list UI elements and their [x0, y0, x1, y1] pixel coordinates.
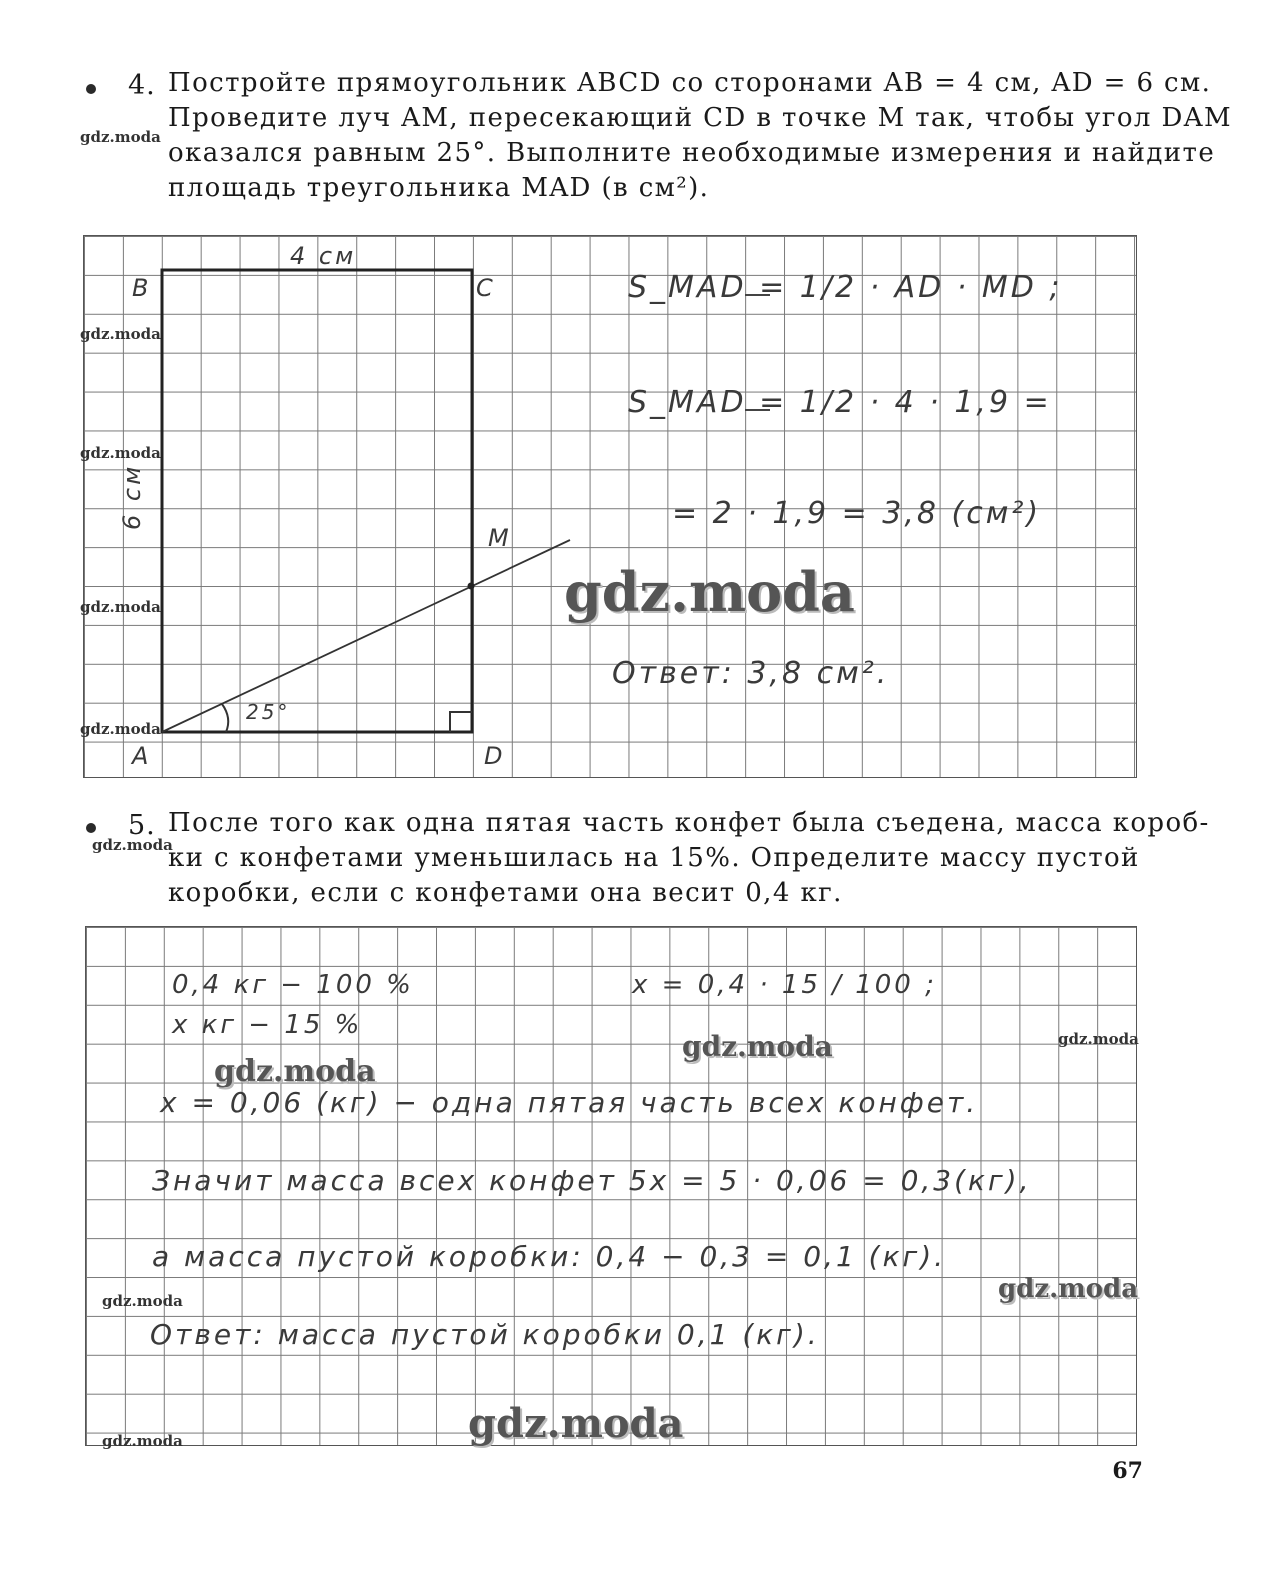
bullet-icon	[86, 823, 96, 833]
task-text-line: Постройте прямоугольник ABCD со сторонами AB = 4 см, AD = 6 см.	[168, 68, 1212, 98]
task-text-line: коробки, если с конфетами она весит 0,4 кг.	[168, 878, 843, 908]
page-number: 67	[1112, 1458, 1143, 1484]
label-a: A	[132, 742, 152, 770]
right-angle-mark	[450, 712, 472, 732]
task-text-line: ки с конфетами уменьшилась на 15%. Определите массу пустой	[168, 843, 1140, 873]
task-number: 5.	[128, 810, 156, 841]
watermark: gdz.moda	[564, 560, 855, 624]
watermark: gdz.moda	[80, 128, 161, 146]
watermark: gdz.moda	[102, 1292, 183, 1310]
task-text-line: Проведите луч AM, пересекающий CD в точке M так, чтобы угол DAM	[168, 103, 1232, 133]
watermark: gdz.moda	[102, 1432, 183, 1450]
angle-arc	[222, 704, 228, 732]
answer-line: Ответ: масса пустой коробки 0,1 (кг).	[150, 1318, 820, 1351]
label-angle: 25°	[246, 700, 291, 724]
answer-line: Ответ: 3,8 см².	[612, 656, 890, 691]
solution-line: 0,4 кг − 100 %	[172, 970, 414, 1000]
task-text-line: площадь треугольника MAD (в см²).	[168, 173, 710, 203]
solution-line: а масса пустой коробки: 0,4 − 0,3 = 0,1 (кг).	[152, 1240, 947, 1273]
label-top-side: 4 см	[290, 242, 357, 270]
watermark: gdz.moda	[80, 444, 161, 462]
solution-line: S_MAD = 1/2 · AD · MD ;	[628, 270, 1063, 305]
task-text-line: После того как одна пятая часть конфет была съедена, масса короб-	[168, 808, 1210, 838]
solution-line: S_MAD = 1/2 · 4 · 1,9 =	[628, 385, 1052, 420]
solution-line: = 2 · 1,9 = 3,8 (см²)	[672, 496, 1042, 531]
solution-line: x = 0,06 (кг) − одна пятая часть всех конфет.	[160, 1086, 979, 1119]
watermark: gdz.moda	[468, 1400, 684, 1447]
watermark: gdz.moda	[682, 1030, 833, 1063]
watermark: gdz.moda	[214, 1054, 376, 1089]
task-number: 4.	[128, 70, 156, 101]
solution-line: Значит масса всех конфет 5x = 5 · 0,06 = 0,3(кг),	[152, 1164, 1032, 1197]
label-m: M	[488, 524, 512, 552]
point-m	[468, 583, 475, 590]
watermark: gdz.moda	[80, 720, 161, 738]
label-left-side: 6 см	[118, 463, 146, 530]
label-c: C	[476, 274, 496, 302]
watermark: gdz.moda	[80, 325, 161, 343]
watermark: gdz.moda	[92, 836, 173, 854]
watermark: gdz.moda	[1058, 1030, 1139, 1048]
label-b: B	[132, 274, 152, 302]
solution-line: x кг − 15 %	[172, 1010, 363, 1040]
watermark: gdz.moda	[80, 598, 161, 616]
ray-am	[162, 540, 570, 732]
label-d: D	[484, 742, 506, 770]
watermark: gdz.moda	[998, 1274, 1139, 1304]
task-text-line: оказался равным 25°. Выполните необходимые измерения и найдите	[168, 138, 1216, 168]
solution-line: x = 0,4 · 15 / 100 ;	[632, 970, 937, 1000]
rectangle-abcd	[162, 270, 472, 732]
